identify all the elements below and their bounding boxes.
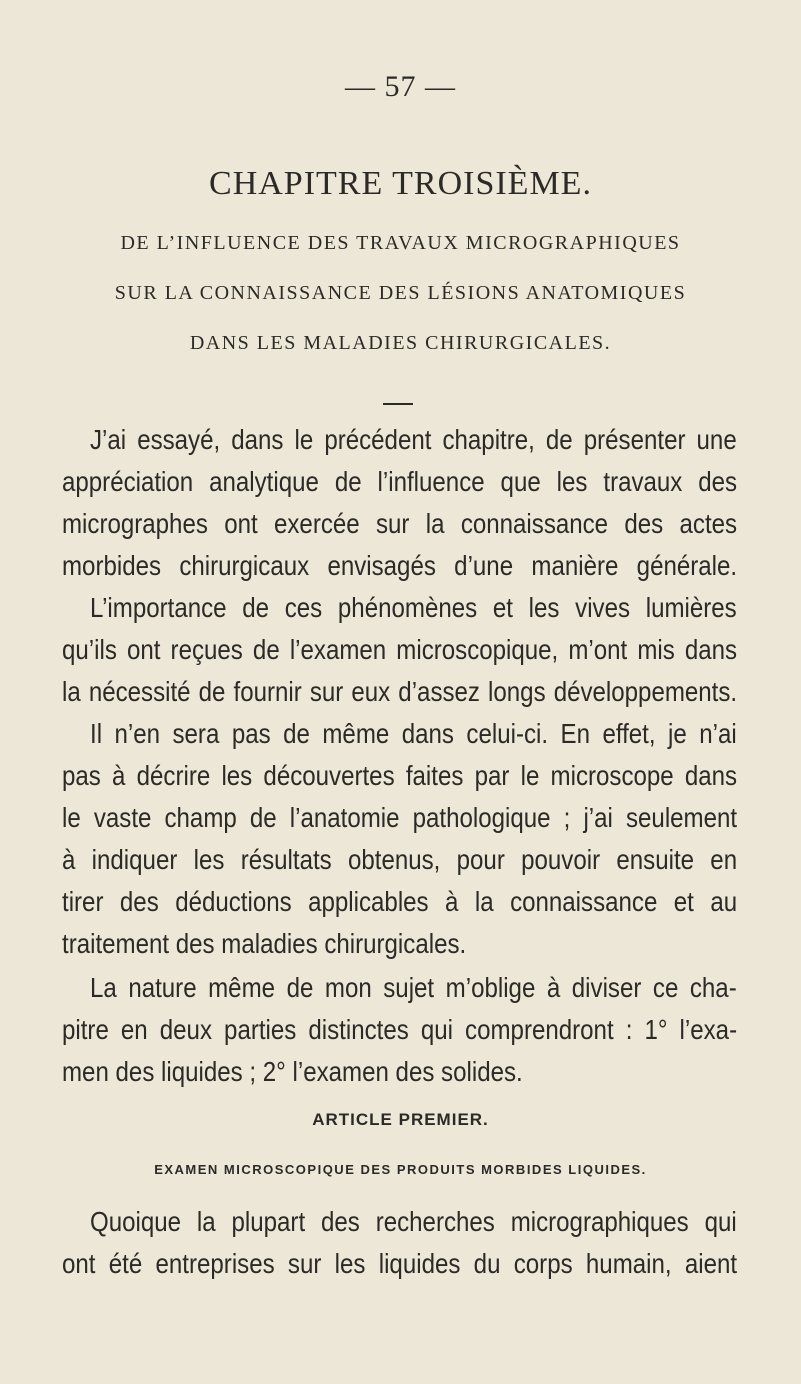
text-line: Quoique la plupart des recherches micrographiques qui <box>90 1206 737 1237</box>
text-line: pitre en deux parties distinctes qui comprendront : 1° l’exa- <box>62 1014 738 1045</box>
chapter-subtitle-line: DANS LES MALADIES CHIRURGICALES. <box>189 332 612 354</box>
text-line: morbides chirurgicaux envisagés d’une manière générale. <box>62 550 738 581</box>
article-title: ARTICLE PREMIER. <box>312 1110 489 1129</box>
text-line: L’importance de ces phénomènes et les vives lumières <box>90 592 737 623</box>
text-line: traitement des maladies chirurgicales. <box>62 928 467 959</box>
article-subtitle: EXAMEN MICROSCOPIQUE DES PRODUITS MORBIDES LIQUIDES. <box>154 1162 647 1177</box>
text-line: le vaste champ de l’anatomie pathologique ; j’ai seulement <box>62 802 738 833</box>
chapter-subtitle-line: SUR LA CONNAISSANCE DES LÉSIONS ANATOMIQUES <box>114 282 687 304</box>
text-line: micrographes ont exercée sur la connaissance des actes <box>62 508 738 539</box>
page-number: — 57 — <box>345 70 456 103</box>
text-line: appréciation analytique de l’influence que les travaux des <box>62 466 738 497</box>
text-line: ont été entreprises sur les liquides du corps humain, aient <box>62 1248 738 1279</box>
text-line: à indiquer les résultats obtenus, pour pouvoir ensuite en <box>62 844 738 875</box>
text-line: la nécessité de fournir sur eux d’assez longs développements. <box>62 676 738 707</box>
text-line: qu’ils ont reçues de l’examen microscopique, m’ont mis dans <box>62 634 738 665</box>
chapter-title: CHAPITRE TROISIÈME. <box>209 165 592 202</box>
chapter-subtitle-line: DE L’INFLUENCE DES TRAVAUX MICROGRAPHIQUES <box>120 232 681 254</box>
text-line: pas à décrire les découvertes faites par le microscope dans <box>62 760 738 791</box>
text-line: men des liquides ; 2° l’examen des solides. <box>62 1056 523 1087</box>
text-line: Il n’en sera pas de même dans celui-ci. En effet, je n’ai <box>90 718 737 749</box>
section-rule <box>383 403 413 405</box>
text-line: J’ai essayé, dans le précédent chapitre, de présenter une <box>90 424 737 455</box>
text-line: tirer des déductions applicables à la connaissance et au <box>62 886 738 917</box>
text-line: La nature même de mon sujet m’oblige à diviser ce cha- <box>90 972 737 1003</box>
